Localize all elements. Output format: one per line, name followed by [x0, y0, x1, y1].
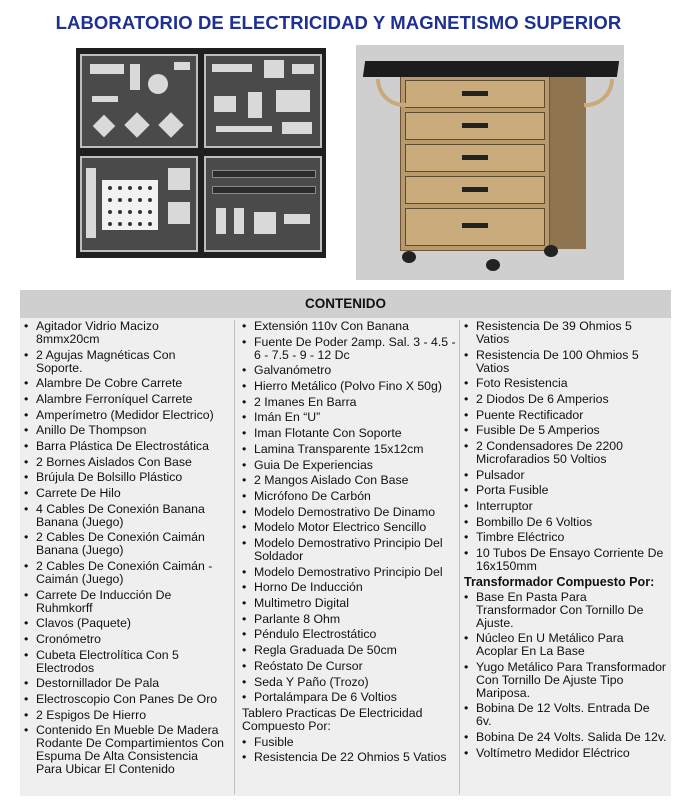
list-item: • Modelo Demostrativo De Dinamo	[242, 506, 456, 519]
contents-header: CONTENIDO	[20, 290, 671, 318]
list-item: • 2 Cables De Conexión Caimán - Caimán (Juego)	[24, 560, 224, 586]
list-item: • 2 Mangos Aislado Con Base	[242, 474, 456, 487]
list-item: • 2 Diodos De 6 Amperios	[464, 393, 668, 406]
list-item: • Bobina De 24 Volts. Salida De 12v.	[464, 731, 668, 744]
list-item: • 2 Cables De Conexión Caimán Banana (Juego)	[24, 531, 224, 557]
list-item: • Lamina Transparente 15x12cm	[242, 443, 456, 456]
contents-column-1	[24, 320, 224, 779]
list-item: • Micrófono De Carbón	[242, 490, 456, 503]
list-item: • 4 Cables De Conexión Banana Banana (Juego)	[24, 503, 224, 529]
list-item: • Modelo Demostrativo Principio Del	[242, 566, 456, 579]
list-item: • Portalámpara De 6 Voltios	[242, 691, 456, 704]
cabinet-side	[550, 77, 586, 249]
page-title: LABORATORIO DE ELECTRICIDAD Y MAGNETISMO SUPERIOR	[55, 12, 622, 33]
cabinet-body	[400, 73, 550, 251]
tray-top-left	[80, 54, 198, 148]
list-item: • 2 Espigos De Hierro	[24, 709, 224, 722]
list-item: • 10 Tubos De Ensayo Corriente De 16x150mm	[464, 547, 668, 573]
list-item: • Extensión 110v Con Banana	[242, 320, 456, 333]
list-item: • 2 Bornes Aislados Con Base	[24, 456, 224, 469]
list-item: • Anillo De Thompson	[24, 424, 224, 437]
list-item: • Brújula De Bolsillo Plástico	[24, 471, 224, 484]
list-item: • Contenido En Mueble De Madera Rodante De Compartimientos Con Espuma De Alta Consistencia Para Ubicar El Contenido	[24, 724, 224, 776]
list-item: • 2 Condensadores De 2200 Microfaradios 50 Voltios	[464, 440, 668, 466]
tray-top-right	[204, 54, 322, 148]
list-item: • Agitador Vidrio Macizo 8mmx20cm	[24, 320, 224, 346]
contents-column-2	[242, 320, 456, 767]
list-item: • Clavos (Paquete)	[24, 617, 224, 630]
list-item: • Voltímetro Medidor Eléctrico	[464, 747, 668, 760]
list-item: • Parlante 8 Ohm	[242, 613, 456, 626]
cabinet-top	[363, 61, 619, 77]
list-item: • Barra Plástica De Electrostática	[24, 440, 224, 453]
list-item: • Carrete De Hilo	[24, 487, 224, 500]
list-item: • Resistencia De 39 Ohmios 5 Vatios	[464, 320, 668, 346]
list-item: • Regla Graduada De 50cm	[242, 644, 456, 657]
list-item: • Galvanómetro	[242, 364, 456, 377]
list-item: • Fusible De 5 Amperios	[464, 424, 668, 437]
list-item: • Modelo Motor Electrico Sencillo	[242, 521, 456, 534]
tray-bottom-right	[204, 156, 322, 252]
tablero-subtitle: Tablero Practicas De Electricidad Compuesto Por:	[242, 705, 423, 733]
list-item: • Destornillador De Pala	[24, 677, 224, 690]
list-item: • Puente Rectificador	[464, 409, 668, 422]
list-item: • Yugo Metálico Para Transformador Con Tornillo De Ajuste Tipo Mariposa.	[464, 661, 668, 700]
list-item: • Iman Flotante Con Soporte	[242, 427, 456, 440]
list-item: • Péndulo Electrostático	[242, 628, 456, 641]
contents-panel	[20, 290, 671, 796]
list-item: • Reóstato De Cursor	[242, 660, 456, 673]
list-item: • Fuente De Poder 2amp. Sal. 3 - 4.5 - 6 - 7.5 - 9 - 12 Dc	[242, 336, 456, 362]
contents-column-3	[464, 320, 668, 762]
list-item: • Multimetro Digital	[242, 597, 456, 610]
tray-bottom-left	[80, 156, 198, 252]
list-item: • Timbre Eléctrico	[464, 531, 668, 544]
list-item: • Cubeta Electrolítica Con 5 Electrodos	[24, 649, 224, 675]
list-item: • Pulsador	[464, 469, 668, 482]
list-item: • Horno De Inducción	[242, 581, 456, 594]
list-item: • Alambre De Cobre Carrete	[24, 377, 224, 390]
list-item: • Alambre Ferroníquel Carrete	[24, 393, 224, 406]
list-item: • Resistencia De 22 Ohmios 5 Vatios	[242, 751, 456, 764]
list-item: • 2 Imanes En Barra	[242, 396, 456, 409]
list-item: • Guia De Experiencias	[242, 459, 456, 472]
transformador-subtitle: Transformador Compuesto Por:	[464, 574, 655, 589]
list-item: • Bombillo De 6 Voltios	[464, 516, 668, 529]
list-item: • Carrete De Inducción De Ruhmkorff	[24, 589, 224, 615]
list-item: • Electroscopio Con Panes De Oro	[24, 693, 224, 706]
list-item: • Modelo Demostrativo Principio Del Soldador	[242, 537, 456, 563]
list-item: • Porta Fusible	[464, 484, 668, 497]
list-item: • 2 Agujas Magnéticas Con Soporte.	[24, 349, 224, 375]
list-item: • Fusible	[242, 736, 456, 749]
list-item: • Núcleo En U Metálico Para Acoplar En La Base	[464, 632, 668, 658]
list-item: • Cronómetro	[24, 633, 224, 646]
list-item: • Bobina De 12 Volts. Entrada De 6v.	[464, 702, 668, 728]
list-item: • Interruptor	[464, 500, 668, 513]
list-item: • Resistencia De 100 Ohmios 5 Vatios	[464, 349, 668, 375]
list-item: • Base En Pasta Para Transformador Con Tornillo De Ajuste.	[464, 591, 668, 630]
list-item: • Imán En “U”	[242, 411, 456, 424]
kit-trays-photo	[76, 48, 326, 258]
list-item: • Seda Y Paño (Trozo)	[242, 676, 456, 689]
cabinet-photo	[356, 45, 624, 280]
list-item: • Foto Resistencia	[464, 377, 668, 390]
list-item: • Hierro Metálico (Polvo Fino X 50g)	[242, 380, 456, 393]
list-item: • Amperímetro (Medidor Electrico)	[24, 409, 224, 422]
